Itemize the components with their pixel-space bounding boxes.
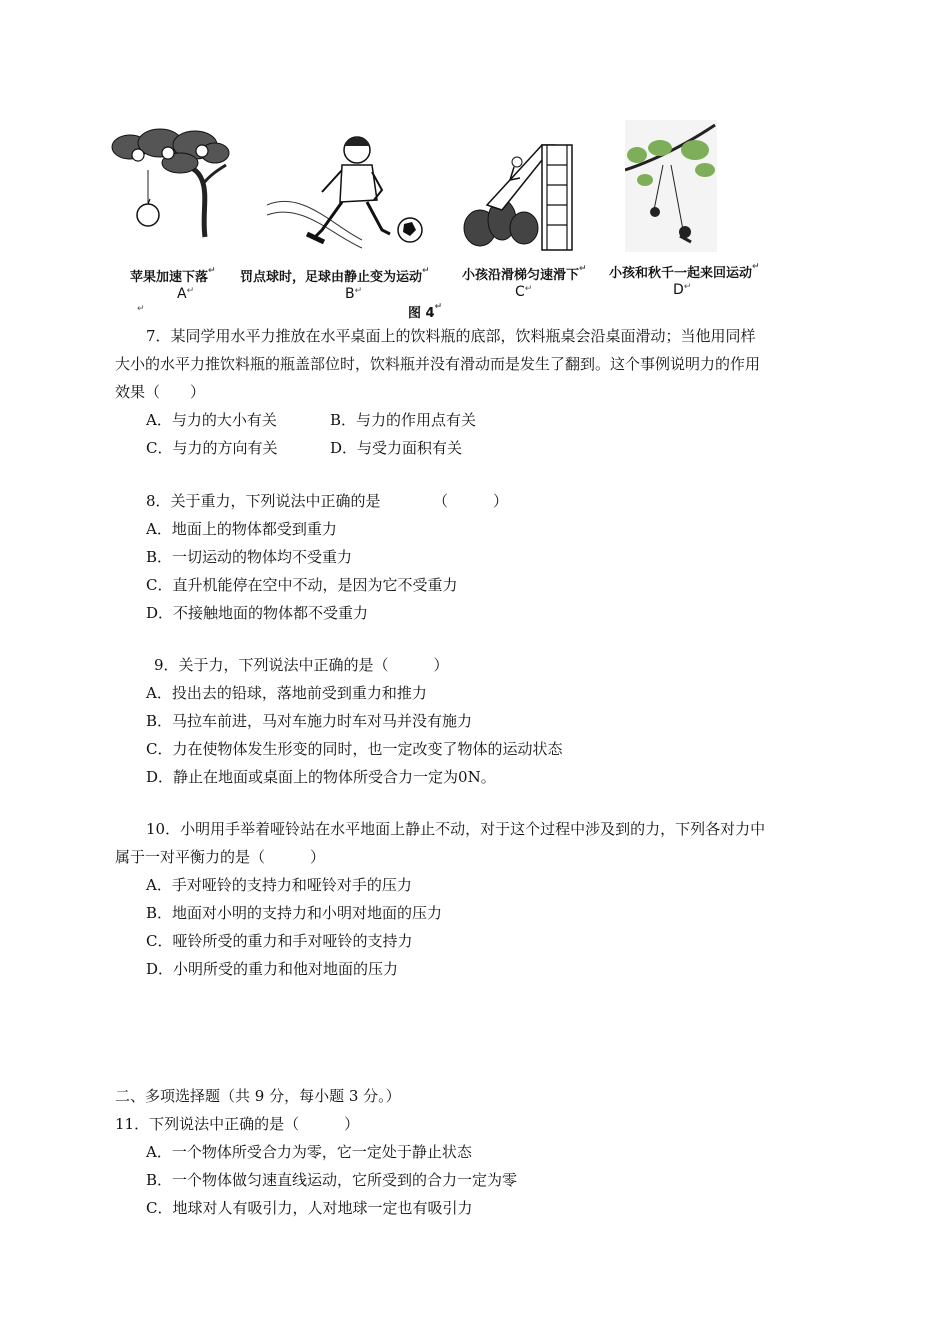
q11-option-a: A．一个物体所受合力为零，它一定处于静止状态 [146, 1143, 472, 1161]
q7-line2: 大小的水平力推饮料瓶的瓶盖部位时，饮料瓶并没有滑动而是发生了翻到。这个事例说明力的作用 [115, 355, 761, 373]
slide-illustration [462, 140, 582, 255]
q7-line3: 效果（ ） [115, 383, 206, 401]
q8-stem: 8．关于重力，下列说法中正确的是 （ ） [146, 492, 509, 510]
caption-a: 苹果加速下落↵ [130, 266, 216, 285]
caption-c: 小孩沿滑梯匀速滑下↵ [462, 264, 587, 283]
caption-b: 罚点球时，足球由静止变为运动↵ [240, 266, 430, 285]
q11-stem: 11．下列说法中正确的是（ ） [115, 1115, 360, 1133]
q10-option-c: C．哑铃所受的重力和手对哑铃的支持力 [146, 932, 413, 950]
q7-option-d: D．与受力面积有关 [330, 439, 463, 457]
q11-option-c: C．地球对人有吸引力，人对地球一定也有吸引力 [146, 1199, 473, 1217]
label-a: A↵ [177, 286, 195, 302]
q7-option-c: C．与力的方向有关 [146, 439, 278, 457]
q10-line1: 10．小明用手举着哑铃站在水平地面上静止不动，对于这个过程中涉及到的力，下列各对力中 [146, 820, 766, 838]
apple-tree-illustration [110, 125, 230, 240]
q9-stem: 9．关于力，下列说法中正确的是（ ） [154, 656, 449, 674]
q10-line2: 属于一对平衡力的是（ ） [115, 848, 326, 866]
q7-option-b: B．与力的作用点有关 [330, 411, 477, 429]
q8-option-c: C．直升机能停在空中不动，是因为它不受重力 [146, 576, 458, 594]
label-c: C↵ [515, 284, 533, 300]
figure-title: 图 4↵ [408, 302, 443, 321]
q10-option-a: A．手对哑铃的支持力和哑铃对手的压力 [146, 876, 412, 894]
section-heading: 二、多项选择题（共 9 分，每小题 3 分。） [115, 1087, 401, 1105]
swing-illustration [625, 120, 717, 252]
q8-option-d: D．不接触地面的物体都不受重力 [146, 604, 369, 622]
label-b: B↵ [345, 286, 363, 302]
q8-option-a: A．地面上的物体都受到重力 [146, 520, 337, 538]
q10-option-d: D．小明所受的重力和他对地面的压力 [146, 960, 399, 978]
q9-option-d: D．静止在地面或桌面上的物体所受合力一定为0N。 [146, 768, 496, 786]
q10-option-b: B．地面对小明的支持力和小明对地面的压力 [146, 904, 443, 922]
q8-option-b: B．一切运动的物体均不受重力 [146, 548, 353, 566]
q11-option-b: B．一个物体做匀速直线运动，它所受到的合力一定为零 [146, 1171, 518, 1189]
label-d: D↵ [673, 282, 692, 298]
q9-option-a: A．投出去的铅球，落地前受到重力和推力 [146, 684, 427, 702]
q7-option-a: A．与力的大小有关 [146, 411, 277, 429]
return-mark: ↵ [137, 304, 145, 314]
q9-option-c: C．力在使物体发生形变的同时，也一定改变了物体的运动状态 [146, 740, 563, 758]
caption-d: 小孩和秋千一起来回运动↵ [609, 262, 760, 281]
q9-option-b: B．马拉车前进，马对车施力时车对马并没有施力 [146, 712, 473, 730]
q7-line1: 7．某同学用水平力推放在水平桌面上的饮料瓶的底部，饮料瓶桌会沿桌面滑动；当他用同样 [146, 327, 756, 345]
penalty-kick-illustration [262, 130, 432, 255]
